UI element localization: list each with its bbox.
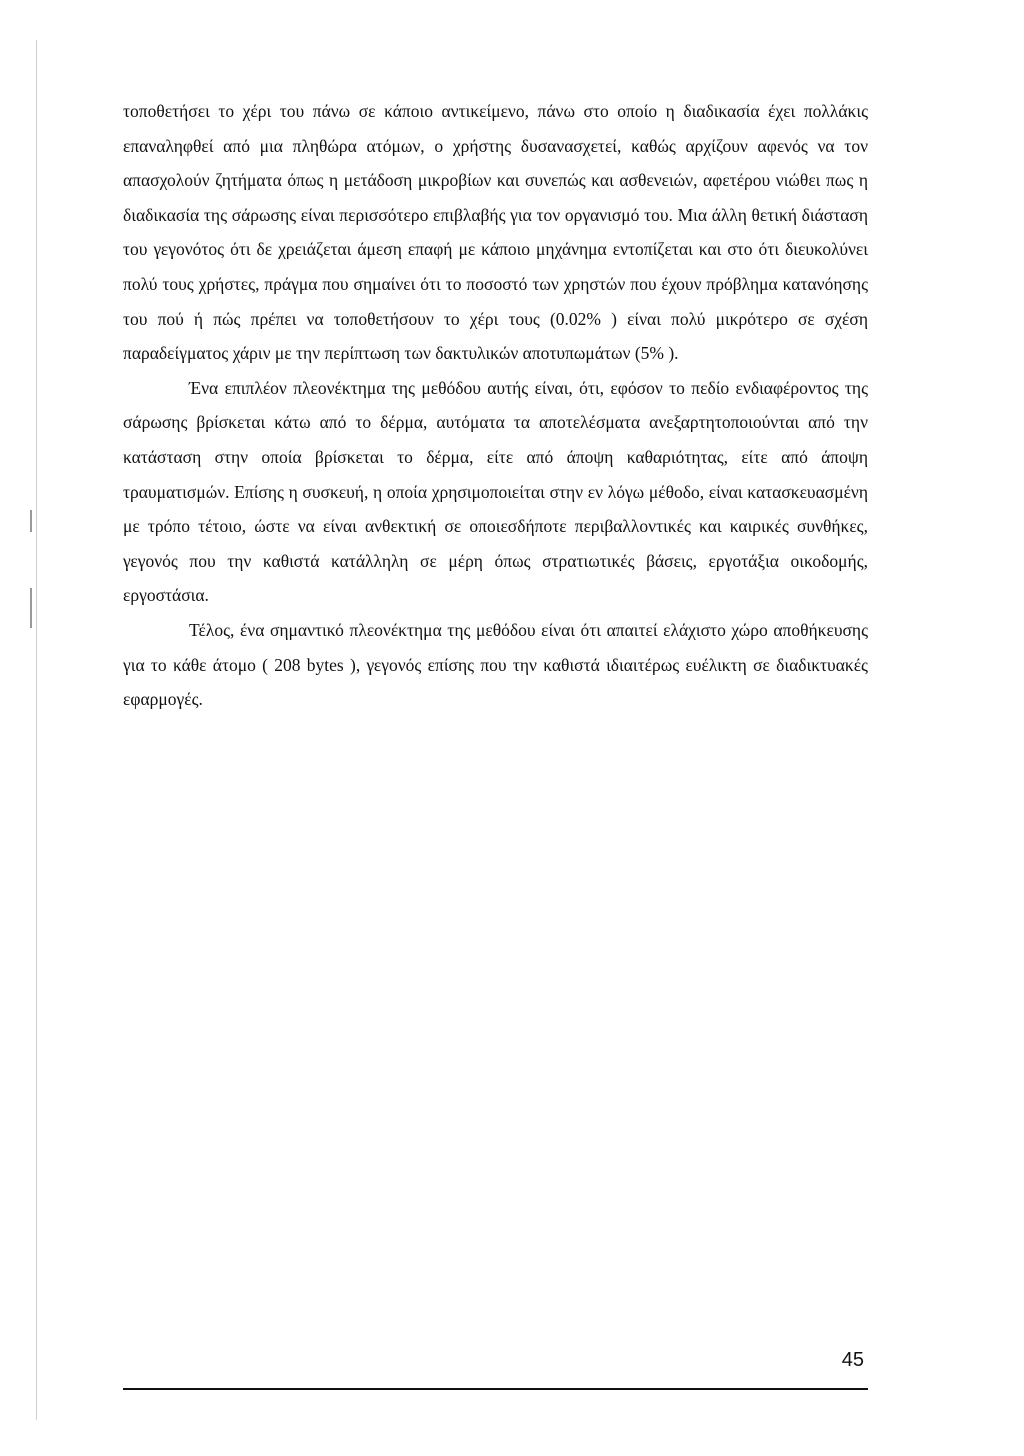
scan-edge-line bbox=[36, 40, 37, 1420]
scan-artifact-mark bbox=[30, 588, 32, 628]
page-body bbox=[123, 94, 868, 717]
paragraph-additional-advantage: Ένα επιπλέον πλεονέκτημα της μεθόδου αυτής είναι, ότι, εφόσον το πεδίο ενδιαφέροντος της σάρωσης βρίσκεται κάτω από το δέρμα, αυτόματα τα αποτελέσματα ανεξαρτητοποιούνται από την κατάσταση στην οποία βρίσκεται το δέρμα, είτε από άποψη καθαριότητας, είτε από άποψη τραυματισμών. Επίσης η συσκευή, η οποία χρησιμοποιείται στην εν λόγω μέθοδο, είναι κατασκευασμένη με τρόπο τέτοιο, ώστε να είναι ανθεκτική σε οποιεσδήποτε περιβαλλοντικές και καιρικές συνθήκες, γεγονός που την καθιστά κατάλληλη σε μέρη όπως στρατιωτικές βάσεις, εργοτάξια οικοδομής, εργοστάσια. bbox=[123, 377, 868, 606]
scan-artifact-mark bbox=[30, 510, 32, 532]
paragraph-continuation: τοποθετήσει το χέρι του πάνω σε κάποιο αντικείμενο, πάνω στο οποίο η διαδικασία έχει πολλάκις επαναληφθεί από μια πληθώρα ατόμων, ο χρήστης δυσανασχετεί, καθώς αρχίζουν αφενός να τον απασχολούν ζητήματα όπως η μετάδοση μικροβίων και συνεπώς και ασθενειών, αφετέρου νιώθει πως η διαδικασία της σάρωσης είναι περισσότερο επιβλαβής για τον οργανισμό του. Μια άλλη θετική διάσταση του γεγονότος ότι δε χρειάζεται άμεση επαφή με κάποιο μηχάνημα εντοπίζεται και στο ότι διευκολύνει πολύ τους χρήστες, πράγμα που σημαίνει ότι το ποσοστό των χρηστών που έχουν πρόβλημα κατανόησης του πού ή πώς πρέπει να τοποθετήσουν το χέρι τους (0.02% ) είναι πολύ μικρότερο σε σχέση παραδείγματος χάριν με την περίπτωση των δακτυλικών αποτυπωμάτων (5% ). bbox=[123, 101, 868, 364]
page-number: 45 bbox=[841, 1349, 864, 1371]
footer-divider bbox=[123, 1388, 868, 1390]
paragraph-storage-advantage: Τέλος, ένα σημαντικό πλεονέκτημα της μεθόδου είναι ότι απαιτεί ελάχιστο χώρο αποθήκευσης για το κάθε άτομο ( 208 bytes ), γεγονός επίσης που την καθιστά ιδιαιτέρως ευέλικτη σε διαδικτυακές εφαρμογές. bbox=[123, 619, 868, 710]
